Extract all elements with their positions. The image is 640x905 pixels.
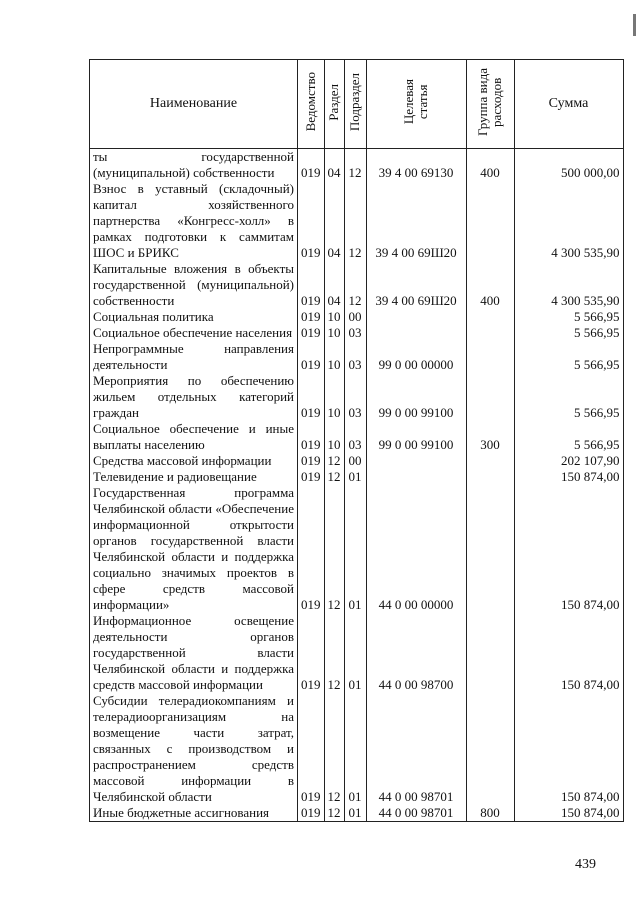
row-target: 99 0 00 00000 bbox=[366, 341, 466, 373]
row-target bbox=[366, 309, 466, 325]
row-subsection: 03 bbox=[344, 325, 366, 341]
row-sum: 500 000,00 bbox=[514, 149, 623, 182]
row-sum: 150 874,00 bbox=[514, 805, 623, 822]
row-dept: 019 bbox=[298, 149, 325, 182]
row-sum: 4 300 535,90 bbox=[514, 261, 623, 309]
row-subsection: 03 bbox=[344, 373, 366, 421]
row-subsection: 01 bbox=[344, 485, 366, 613]
row-name: Иные бюджетные ассигнования bbox=[90, 805, 298, 822]
row-expense-group bbox=[466, 453, 514, 469]
row-sum: 4 300 535,90 bbox=[514, 181, 623, 261]
row-expense-group bbox=[466, 181, 514, 261]
header-section: Раздел bbox=[324, 60, 344, 149]
row-expense-group bbox=[466, 325, 514, 341]
row-sum: 5 566,95 bbox=[514, 325, 623, 341]
table-row bbox=[90, 421, 624, 453]
row-expense-group: 400 bbox=[466, 149, 514, 182]
header-subsection: Подраздел bbox=[344, 60, 366, 149]
row-target: 99 0 00 99100 bbox=[366, 373, 466, 421]
table-row bbox=[90, 485, 624, 613]
row-subsection: 03 bbox=[344, 341, 366, 373]
row-subsection: 01 bbox=[344, 805, 366, 822]
row-expense-group bbox=[466, 613, 514, 693]
row-subsection: 12 bbox=[344, 149, 366, 182]
table-row bbox=[90, 341, 624, 373]
row-dept: 019 bbox=[298, 469, 325, 485]
row-section: 12 bbox=[324, 805, 344, 822]
row-dept: 019 bbox=[298, 693, 325, 805]
row-name: Социальное обеспечение и иные выплаты населению bbox=[90, 421, 298, 453]
row-name: Капитальные вложения в объекты государственной (муниципальной) собственности bbox=[90, 261, 298, 309]
row-target: 39 4 00 69Ш20 bbox=[366, 181, 466, 261]
row-expense-group bbox=[466, 309, 514, 325]
row-expense-group bbox=[466, 469, 514, 485]
row-subsection: 01 bbox=[344, 469, 366, 485]
header-name: Наименование bbox=[90, 60, 298, 149]
header-sum: Сумма bbox=[514, 60, 623, 149]
row-name: Телевидение и радиовещание bbox=[90, 469, 298, 485]
row-target: 99 0 00 99100 bbox=[366, 421, 466, 453]
row-subsection: 00 bbox=[344, 309, 366, 325]
row-name: Социальное обеспечение населения bbox=[90, 325, 298, 341]
row-dept: 019 bbox=[298, 805, 325, 822]
row-target: 44 0 00 00000 bbox=[366, 485, 466, 613]
row-target: 39 4 00 69130 bbox=[366, 149, 466, 182]
row-target bbox=[366, 453, 466, 469]
header-dept: Ведомство bbox=[298, 60, 325, 149]
row-name: Взнос в уставный (складочный) капитал хозяйственного партнерства «Конгресс-холл» в рамках подготовки к саммитам ШОС и БРИКС bbox=[90, 181, 298, 261]
row-target: 39 4 00 69Ш20 bbox=[366, 261, 466, 309]
row-target: 44 0 00 98700 bbox=[366, 613, 466, 693]
row-sum: 150 874,00 bbox=[514, 693, 623, 805]
row-name: Государственная программа Челябинской области «Обеспечение информационной открытости органов государственной власти Челябинской области и поддержка социально значимых проектов в сфере средств массовой информации» bbox=[90, 485, 298, 613]
row-sum: 202 107,90 bbox=[514, 453, 623, 469]
row-section: 12 bbox=[324, 613, 344, 693]
row-section: 10 bbox=[324, 341, 344, 373]
row-subsection: 12 bbox=[344, 261, 366, 309]
row-target: 44 0 00 98701 bbox=[366, 693, 466, 805]
row-section: 10 bbox=[324, 309, 344, 325]
row-subsection: 01 bbox=[344, 693, 366, 805]
page-number: 439 bbox=[575, 857, 596, 872]
row-dept: 019 bbox=[298, 261, 325, 309]
row-subsection: 03 bbox=[344, 421, 366, 453]
row-expense-group: 800 bbox=[466, 805, 514, 822]
row-dept: 019 bbox=[298, 485, 325, 613]
row-target bbox=[366, 469, 466, 485]
row-name: Социальная политика bbox=[90, 309, 298, 325]
row-sum: 5 566,95 bbox=[514, 421, 623, 453]
table-row bbox=[90, 693, 624, 805]
row-expense-group bbox=[466, 485, 514, 613]
row-name: Непрограммные направления деятельности bbox=[90, 341, 298, 373]
row-target bbox=[366, 325, 466, 341]
row-dept: 019 bbox=[298, 181, 325, 261]
row-section: 10 bbox=[324, 421, 344, 453]
table-row bbox=[90, 613, 624, 693]
row-name: Субсидии телерадиокомпаниям и телерадиоорганизациям на возмещение части затрат, связанных с производством и распространением средств массовой информации в Челябинской области bbox=[90, 693, 298, 805]
table-row bbox=[90, 453, 624, 469]
row-subsection: 12 bbox=[344, 181, 366, 261]
header-expense-group: Группа вида расходов bbox=[466, 60, 514, 149]
row-name: Мероприятия по обеспечению жильем отдельных категорий граждан bbox=[90, 373, 298, 421]
row-subsection: 00 bbox=[344, 453, 366, 469]
row-sum: 150 874,00 bbox=[514, 485, 623, 613]
row-sum: 5 566,95 bbox=[514, 309, 623, 325]
table-body bbox=[90, 149, 624, 822]
row-expense-group bbox=[466, 341, 514, 373]
row-dept: 019 bbox=[298, 325, 325, 341]
row-sum: 150 874,00 bbox=[514, 469, 623, 485]
row-expense-group: 300 bbox=[466, 421, 514, 453]
row-section: 04 bbox=[324, 149, 344, 182]
row-dept: 019 bbox=[298, 309, 325, 325]
row-name: Информационное освещение деятельности органов государственной власти Челябинской области и поддержка средств массовой информации bbox=[90, 613, 298, 693]
table-row bbox=[90, 149, 624, 182]
table-row bbox=[90, 325, 624, 341]
row-sum: 5 566,95 bbox=[514, 373, 623, 421]
row-section: 04 bbox=[324, 261, 344, 309]
row-dept: 019 bbox=[298, 421, 325, 453]
row-section: 10 bbox=[324, 373, 344, 421]
row-section: 04 bbox=[324, 181, 344, 261]
page-edge-mark bbox=[633, 14, 636, 36]
row-expense-group bbox=[466, 693, 514, 805]
row-section: 12 bbox=[324, 453, 344, 469]
row-section: 12 bbox=[324, 469, 344, 485]
row-expense-group: 400 bbox=[466, 261, 514, 309]
row-section: 12 bbox=[324, 485, 344, 613]
table-row bbox=[90, 373, 624, 421]
row-section: 12 bbox=[324, 693, 344, 805]
budget-table bbox=[89, 59, 624, 822]
table-row bbox=[90, 261, 624, 309]
row-subsection: 01 bbox=[344, 613, 366, 693]
row-expense-group bbox=[466, 373, 514, 421]
row-name: Средства массовой информации bbox=[90, 453, 298, 469]
table-row bbox=[90, 805, 624, 822]
row-section: 10 bbox=[324, 325, 344, 341]
row-name: ты государственной (муниципальной) собственности bbox=[90, 149, 298, 182]
header-target: Целевая статья bbox=[366, 60, 466, 149]
row-target: 44 0 00 98701 bbox=[366, 805, 466, 822]
row-dept: 019 bbox=[298, 373, 325, 421]
row-dept: 019 bbox=[298, 453, 325, 469]
table-row bbox=[90, 181, 624, 261]
table-row bbox=[90, 309, 624, 325]
row-dept: 019 bbox=[298, 613, 325, 693]
row-dept: 019 bbox=[298, 341, 325, 373]
row-sum: 150 874,00 bbox=[514, 613, 623, 693]
table-row bbox=[90, 469, 624, 485]
row-sum: 5 566,95 bbox=[514, 341, 623, 373]
table-header bbox=[90, 60, 624, 149]
